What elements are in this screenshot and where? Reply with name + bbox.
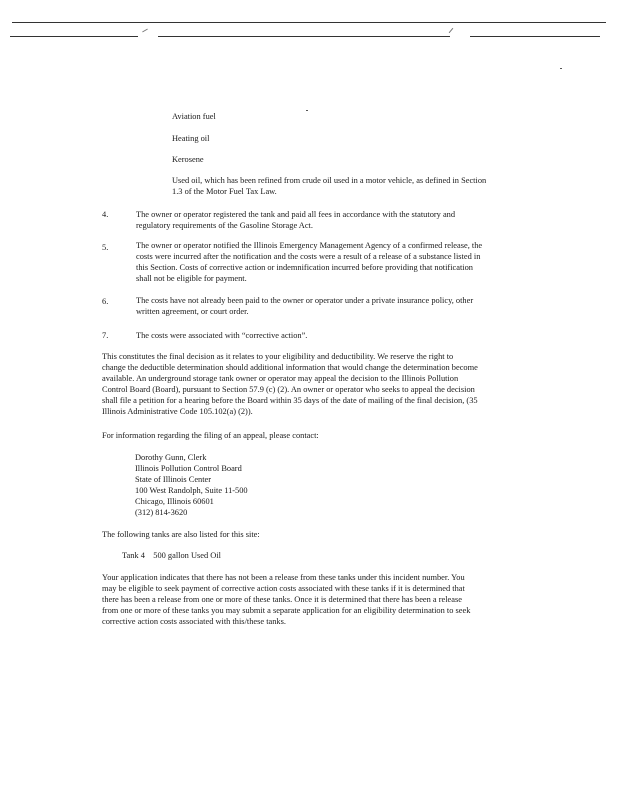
item-text: The costs have not already been paid to the owner or operator under a private insurance policy, other: [136, 296, 474, 305]
contact-center: State of Illinois Center: [135, 475, 212, 484]
contact-street: 100 West Randolph, Suite 11-500: [135, 486, 248, 495]
item-number: 4.: [102, 210, 109, 219]
fuel-aviation: Aviation fuel: [172, 112, 216, 121]
item-number: 6.: [102, 297, 109, 306]
contact-phone: (312) 814-3620: [135, 508, 188, 517]
scan-speck: [560, 68, 562, 69]
appeal-intro: For information regarding the filing of an appeal, please contact:: [102, 431, 319, 440]
scan-mark: [142, 29, 148, 33]
decision-text: available. An underground storage tank owner or operator may appeal the decision to the Illinois Pollution: [102, 374, 459, 383]
closing-text: there has been a release from one or more of these tanks. Once it is determined that there has been a release: [102, 595, 462, 604]
decision-text: This constitutes the final decision as it relates to your eligibility and deductibility. We reserve the right to: [102, 352, 454, 361]
decision-text: Control Board (Board), pursuant to Section 57.9 (c) (2). An owner or operator who seeks to appeal the decision: [102, 385, 475, 394]
item-text: regulatory requirements of the Gasoline Storage Act.: [136, 221, 313, 230]
closing-text: corrective action costs associated with this/these tanks.: [102, 617, 286, 626]
item-text: The owner or operator registered the tank and paid all fees in accordance with the statutory and: [136, 210, 456, 219]
contact-name: Dorothy Gunn, Clerk: [135, 453, 207, 462]
fuel-used-oil-cont: 1.3 of the Motor Fuel Tax Law.: [172, 187, 277, 196]
decision-text: shall file a petition for a hearing before the Board within 35 days of the date of mailing of the final decision, (35: [102, 396, 478, 405]
tank-entry: Tank 4 500 gallon Used Oil: [122, 551, 221, 560]
closing-text: Your application indicates that there has not been a release from these tanks under this incident number. You: [102, 573, 465, 582]
item-text: The owner or operator notified the Illinois Emergency Management Agency of a confirmed release, the: [136, 241, 483, 250]
item-number: 5.: [102, 243, 109, 252]
decision-text: Illinois Administrative Code 105.102(a) (2)).: [102, 407, 253, 416]
scan-mark: [449, 28, 454, 33]
closing-text: from one or more of these tanks you may submit a separate application for an eligibility determination to seek: [102, 606, 471, 615]
scan-speck: [306, 110, 308, 111]
contact-org: Illinois Pollution Control Board: [135, 464, 242, 473]
tanks-intro: The following tanks are also listed for this site:: [102, 530, 260, 539]
item-text: written agreement, or court order.: [136, 307, 249, 316]
item-number: 7.: [102, 331, 109, 340]
fuel-used-oil: Used oil, which has been refined from crude oil used in a motor vehicle, as defined in Section: [172, 176, 487, 185]
item-text: shall not be eligible for payment.: [136, 274, 247, 283]
decision-text: change the deductible determination should additional information that would change the determination become: [102, 363, 478, 372]
closing-text: may be eligible to seek payment of corrective action costs associated with these tanks if it is determined that: [102, 584, 465, 593]
fuel-heating: Heating oil: [172, 134, 210, 143]
header-rule-right: [470, 36, 600, 37]
header-rule-top: [12, 22, 606, 23]
contact-city: Chicago, Illinois 60601: [135, 497, 214, 506]
item-text: costs were incurred after the notification and the costs were a result of a release of a substance listed in: [136, 252, 481, 261]
item-text: The costs were associated with “corrective action”.: [136, 331, 308, 340]
item-text: this Section. Costs of corrective action or indemnification incurred before providing that notification: [136, 263, 473, 272]
fuel-kerosene: Kerosene: [172, 155, 204, 164]
header-rule-left: [10, 36, 138, 37]
header-rule-mid: [158, 36, 450, 37]
